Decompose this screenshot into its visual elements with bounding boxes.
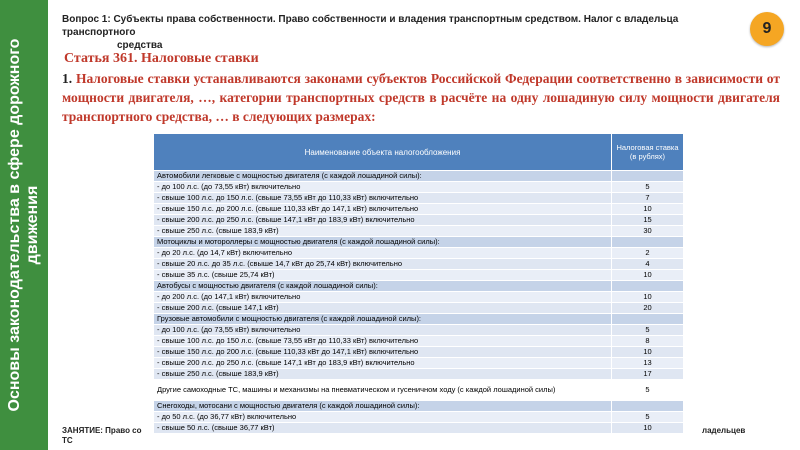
table-row	[154, 193, 684, 204]
table-cell-rate: 13	[612, 358, 684, 369]
table-cell-name: - свыше 250 л.с. (свыше 183,9 кВт)	[154, 369, 612, 380]
header-line-2: средства	[117, 40, 163, 51]
table-row	[154, 358, 684, 369]
table-cell-name: - до 50 л.с. (до 36,77 кВт) включительно	[154, 412, 612, 423]
footer-left: ЗАНЯТИЕ: Право со	[62, 426, 142, 435]
footer	[62, 426, 762, 446]
table-cell-rate: 5	[612, 182, 684, 193]
table-category-row	[154, 237, 684, 248]
table-cell-rate	[612, 281, 684, 292]
table-cell-name: - до 200 л.с. (до 147,1 кВт) включительно	[154, 292, 612, 303]
table-category-row	[154, 314, 684, 325]
table-cell-rate: 15	[612, 215, 684, 226]
table-row	[154, 303, 684, 314]
table-cell-name: - до 100 л.с. (до 73,55 кВт) включительно	[154, 325, 612, 336]
table-cell-name: - свыше 100 л.с. до 150 л.с. (свыше 73,55 кВт до 110,33 кВт) включительно	[154, 336, 612, 347]
footer-right: ладельцев	[702, 426, 746, 435]
table-cell-rate: 2	[612, 248, 684, 259]
slide-number-badge: 9	[750, 12, 784, 46]
table-header-rate: Налоговая ставка (в рублях)	[612, 134, 684, 171]
table-cell-rate: 10	[612, 204, 684, 215]
table-cell-name: - свыше 200 л.с. (свыше 147,1 кВт)	[154, 303, 612, 314]
table-cell-rate: 10	[612, 347, 684, 358]
table-category-row	[154, 401, 684, 412]
article-paragraph	[62, 69, 780, 126]
table-cell-name: - свыше 20 л.с. до 35 л.с. (свыше 14,7 кВт до 25,74 кВт) включительно	[154, 259, 612, 270]
table-cell-name: - свыше 250 л.с. (свыше 183,9 кВт)	[154, 226, 612, 237]
paragraph-number: 1.	[62, 71, 73, 86]
table-cell-rate	[612, 314, 684, 325]
table-cell-name: - свыше 50 л.с. (свыше 36,77 кВт)	[154, 423, 612, 434]
table-row	[154, 226, 684, 237]
table-cell-rate: 10	[612, 270, 684, 281]
table-row	[154, 336, 684, 347]
table-cell-name: - свыше 150 л.с. до 200 л.с. (свыше 110,33 кВт до 147,1 кВт) включительно	[154, 347, 612, 358]
table-cell-rate	[612, 237, 684, 248]
table-cell-name: Другие самоходные ТС, машины и механизмы на пневматическом и гусеничном ходу (с каждой лошадиной силы)	[154, 380, 612, 401]
table-cell-name: - свыше 200 л.с. до 250 л.с. (свыше 147,1 кВт до 183,9 кВт) включительно	[154, 215, 612, 226]
table-category-row	[154, 171, 684, 182]
table-cell-rate: 10	[612, 423, 684, 434]
table-row	[154, 347, 684, 358]
table-cell-rate	[612, 401, 684, 412]
page-header	[62, 13, 742, 52]
table-cell-rate: 8	[612, 336, 684, 347]
table-cell-name: - свыше 200 л.с. до 250 л.с. (свыше 147,1 кВт до 183,9 кВт) включительно	[154, 358, 612, 369]
header-line-1: Вопрос 1: Субъекты права собственности. Право собственности и владения транспортным средством. Налог с владельца транспортного	[62, 14, 679, 38]
table-row	[154, 182, 684, 193]
table-cell-name: Мотоциклы и мотороллеры с мощностью двигателя (с каждой лошадиной силы):	[154, 237, 612, 248]
table-row	[154, 369, 684, 380]
table-cell-rate: 10	[612, 292, 684, 303]
table-cell-rate: 5	[612, 380, 684, 401]
table-cell-name: Снегоходы, мотосани с мощностью двигателя (с каждой лошадиной силы):	[154, 401, 612, 412]
table-cell-rate: 5	[612, 412, 684, 423]
sidebar	[0, 0, 48, 450]
table-cell-rate: 7	[612, 193, 684, 204]
table-category-row	[154, 281, 684, 292]
table-cell-rate: 4	[612, 259, 684, 270]
article-title: Статья 361. Налоговые ставки	[64, 51, 259, 66]
footer-line-2: ТС	[62, 436, 73, 445]
table-cell-name: Автомобили легковые с мощностью двигателя (с каждой лошадиной силы):	[154, 171, 612, 182]
tax-rate-table	[153, 133, 683, 434]
table-cell-rate: 30	[612, 226, 684, 237]
table-row	[154, 204, 684, 215]
table-cell-rate: 5	[612, 325, 684, 336]
table-row	[154, 270, 684, 281]
table-row	[154, 215, 684, 226]
sidebar-title: Основы законодательства в сфере дорожного движения	[6, 38, 41, 412]
table-cell-rate: 20	[612, 303, 684, 314]
table-cell-name: - свыше 150 л.с. до 200 л.с. (свыше 110,33 кВт до 147,1 кВт) включительно	[154, 204, 612, 215]
table-cell-name: Автобусы с мощностью двигателя (с каждой лошадиной силы):	[154, 281, 612, 292]
table-cell-name: - до 100 л.с. (до 73,55 кВт) включительно	[154, 182, 612, 193]
table-cell-name: Грузовые автомобили с мощностью двигателя (с каждой лошадиной силы):	[154, 314, 612, 325]
table-cell-rate	[612, 171, 684, 182]
paragraph-text: Налоговые ставки устанавливаются законами субъектов Российской Федерации соответственно в зависимости от мощности двигателя, …, категории транспортных средств в расчёте на одну лошадиную силу мощности двигателя транспортного средства, … в следующих размерах:	[62, 71, 780, 124]
table-header-name: Наименование объекта налогообложения	[154, 134, 612, 171]
table-row	[154, 412, 684, 423]
table-cell-name: - до 20 л.с. (до 14,7 кВт) включительно	[154, 248, 612, 259]
table-cell-name: - свыше 100 л.с. до 150 л.с. (свыше 73,55 кВт до 110,33 кВт) включительно	[154, 193, 612, 204]
table-row	[154, 259, 684, 270]
table-category-row	[154, 380, 684, 401]
table-cell-name: - свыше 35 л.с. (свыше 25,74 кВт)	[154, 270, 612, 281]
table-row	[154, 292, 684, 303]
table-body	[154, 171, 684, 434]
table-row	[154, 248, 684, 259]
table-row	[154, 325, 684, 336]
table-cell-rate: 17	[612, 369, 684, 380]
